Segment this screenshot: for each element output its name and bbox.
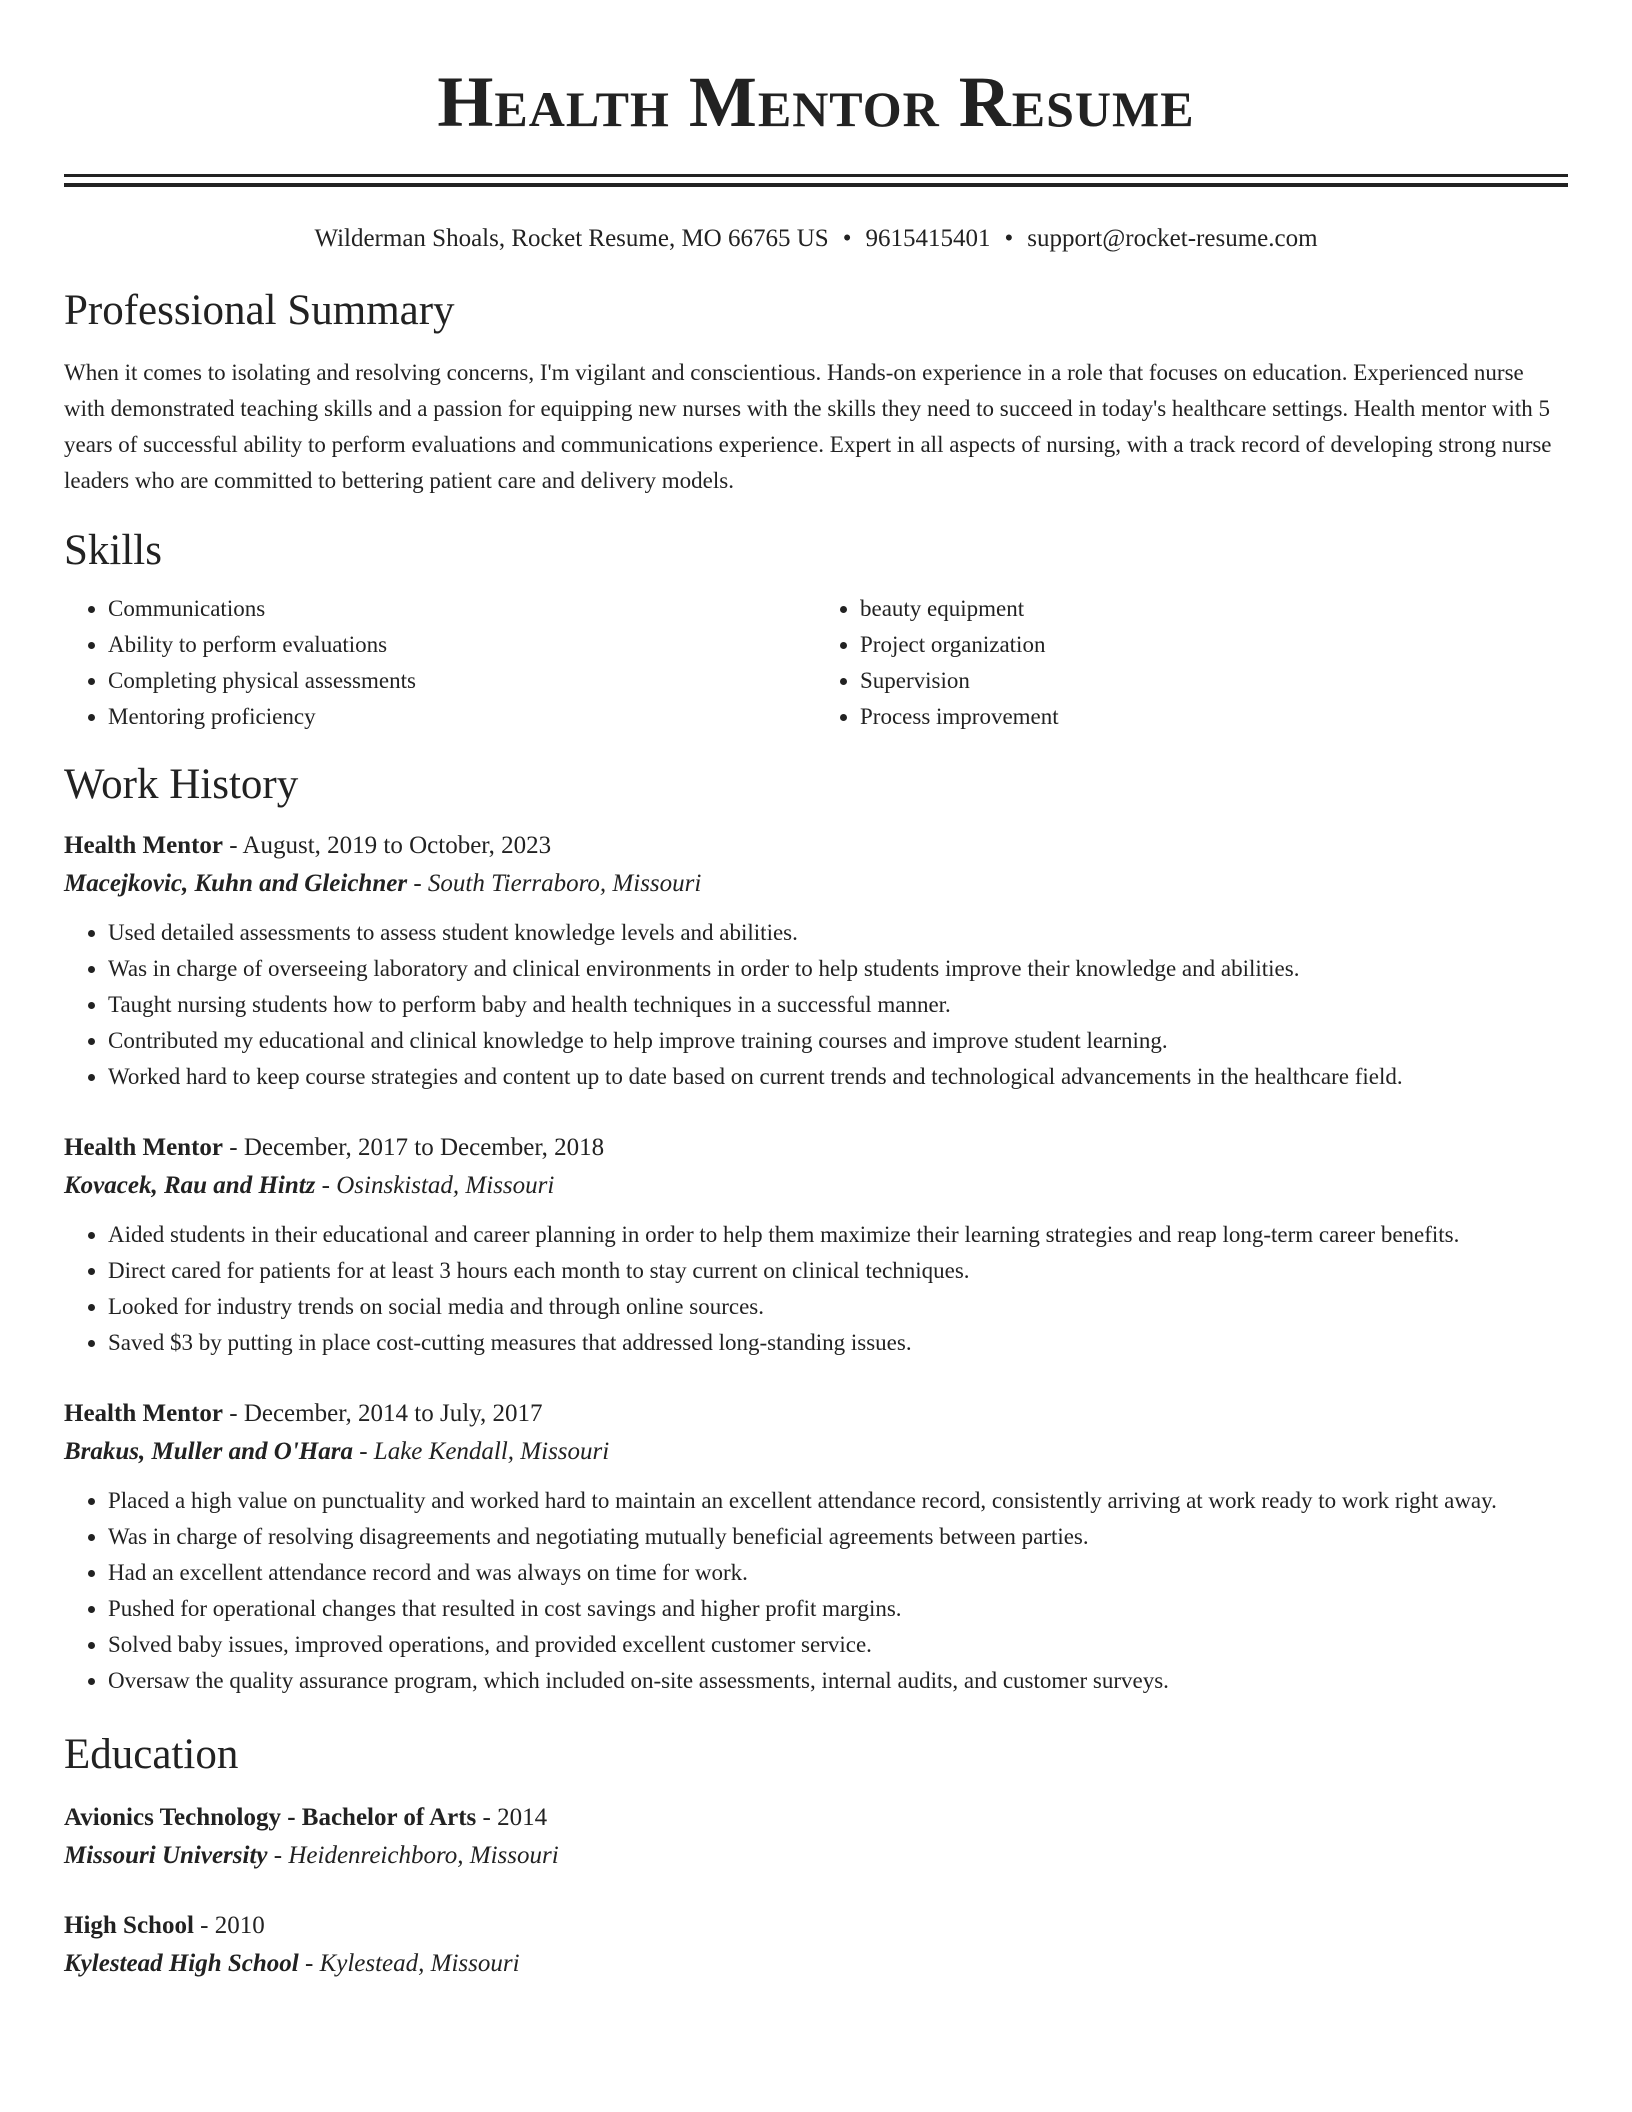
contact-email: support@rocket-resume.com (1027, 225, 1318, 252)
job-duty: • Looked for industry trends on social media and through online sources. (108, 1289, 1568, 1325)
job-dates: December, 2017 to December, 2018 (243, 1134, 605, 1161)
job-company-name: Macejkovic, Kuhn and Gleichner (64, 870, 408, 897)
job-dates: August, 2019 to October, 2023 (242, 832, 552, 859)
skill-item: • Communications (108, 591, 816, 627)
summary-heading: Professional Summary (64, 287, 455, 334)
skill-item: • Process improvement (860, 699, 1568, 735)
job-entry (64, 827, 1568, 1095)
job-duty: • Aided students in their educational and career planning in order to help them maximize their learning strategies and reap long-term career benefits. (108, 1217, 1568, 1253)
skill-item: • Project organization (860, 627, 1568, 663)
job-duty: • Taught nursing students how to perform baby and health techniques in a successful manner. (108, 987, 1568, 1023)
resume-title: Health Mentor Resume (437, 62, 1195, 142)
job-title: Health Mentor (64, 832, 223, 859)
dash: - (273, 1842, 283, 1869)
education-degree: High School (64, 1912, 194, 1939)
job-duties (64, 1217, 1568, 1361)
dash: - (229, 1134, 238, 1161)
skills-column-left (64, 591, 816, 735)
skill-item: • Completing physical assessments (108, 663, 816, 699)
skills-column-right (816, 591, 1568, 735)
dash: - (413, 870, 422, 897)
job-duty: • Pushed for operational changes that resulted in cost savings and higher profit margins. (108, 1591, 1568, 1627)
contact-separator: • (1004, 225, 1014, 252)
dash: - (359, 1438, 368, 1465)
contact-line (64, 223, 1568, 255)
job-duties (64, 1483, 1568, 1699)
skill-item: • Ability to perform evaluations (108, 627, 816, 663)
job-duty: • Saved $3 by putting in place cost-cutting measures that addressed long-standing issues. (108, 1325, 1568, 1361)
title-divider-top (64, 174, 1568, 177)
job-duty: • Direct cared for patients for at least 3 hours each month to stay current on clinical techniques. (108, 1253, 1568, 1289)
job-location: Lake Kendall, Missouri (373, 1438, 610, 1465)
job-duties (64, 915, 1568, 1095)
job-title: Health Mentor (64, 1134, 223, 1161)
job-header (64, 1129, 1568, 1167)
dash: - (321, 1172, 330, 1199)
education-header (64, 1799, 1568, 1837)
skill-item: • Mentoring proficiency (108, 699, 816, 735)
job-dates: December, 2014 to July, 2017 (243, 1400, 543, 1427)
education-degree: Avionics Technology - Bachelor of Arts (64, 1804, 477, 1831)
job-entry (64, 1395, 1568, 1699)
dash: - (304, 1950, 314, 1977)
job-entry (64, 1129, 1568, 1361)
job-location: Osinskistad, Missouri (336, 1172, 555, 1199)
dash: - (200, 1912, 209, 1939)
job-duty: • Was in charge of overseeing laboratory and clinical environments in order to help students improve their knowledge and abilities. (108, 951, 1568, 987)
education-location: Kylestead, Missouri (319, 1950, 520, 1977)
job-title: Health Mentor (64, 1400, 223, 1427)
contact-phone: 9615415401 (865, 225, 991, 252)
skill-item: • Supervision (860, 663, 1568, 699)
job-duty: • Used detailed assessments to assess student knowledge levels and abilities. (108, 915, 1568, 951)
education-school: Kylestead High School (64, 1950, 299, 1977)
skill-item: • beauty equipment (860, 591, 1568, 627)
job-header (64, 1395, 1568, 1433)
dash: - (482, 1804, 491, 1831)
job-employer (64, 1167, 1568, 1205)
dash: - (229, 1400, 238, 1427)
work-history-heading: Work History (64, 761, 299, 808)
skills-heading: Skills (64, 527, 162, 574)
summary-text: When it comes to isolating and resolving concerns, I'm vigilant and conscientious. Hands-on experience in a role that focuses on education. Experienced nurse with demonstrated teaching skills and a passion for equipping new nurses with the skills they need to succeed in today's healthcare settings. Health mentor with 5 years of successful ability to perform evaluations and communications experience. Expert in all aspects of nursing, with a track record of developing strong nurse leaders who are committed to bettering patient care and delivery models. (64, 360, 1552, 493)
job-duty: • Solved baby issues, improved operations, and provided excellent customer service. (108, 1627, 1568, 1663)
education-location: Heidenreichboro, Missouri (288, 1842, 559, 1869)
job-company-name: Brakus, Muller and O'Hara (64, 1438, 353, 1465)
contact-separator: • (842, 225, 852, 252)
education-header (64, 1907, 1568, 1945)
dash: - (229, 832, 238, 859)
job-company-name: Kovacek, Rau and Hintz (64, 1172, 316, 1199)
job-duty: • Was in charge of resolving disagreements and negotiating mutually beneficial agreements between parties. (108, 1519, 1568, 1555)
job-duty: • Oversaw the quality assurance program, which included on-site assessments, internal audits, and customer surveys. (108, 1663, 1568, 1699)
job-location: South Tierraboro, Missouri (427, 870, 702, 897)
education-entry (64, 1799, 1568, 1875)
education-year: 2010 (214, 1912, 265, 1939)
education-school: Missouri University (64, 1842, 268, 1869)
job-employer (64, 1433, 1568, 1471)
title-divider-bottom (64, 183, 1568, 187)
education-entry (64, 1907, 1568, 1983)
job-duty: • Placed a high value on punctuality and worked hard to maintain an excellent attendance record, consistently arriving at work ready to work right away. (108, 1483, 1568, 1519)
education-school-line (64, 1945, 1568, 1983)
contact-address: Wilderman Shoals, Rocket Resume, MO 66765 US (314, 225, 829, 252)
education-year: 2014 (497, 1804, 548, 1831)
job-header (64, 827, 1568, 865)
job-employer (64, 865, 1568, 903)
job-duty: • Contributed my educational and clinical knowledge to help improve training courses and improve student learning. (108, 1023, 1568, 1059)
education-heading: Education (64, 1731, 239, 1778)
skills-list (64, 591, 1568, 735)
job-duty: • Worked hard to keep course strategies and content up to date based on current trends and technological advancements in the healthcare field. (108, 1059, 1568, 1095)
education-school-line (64, 1837, 1568, 1875)
job-duty: • Had an excellent attendance record and was always on time for work. (108, 1555, 1568, 1591)
